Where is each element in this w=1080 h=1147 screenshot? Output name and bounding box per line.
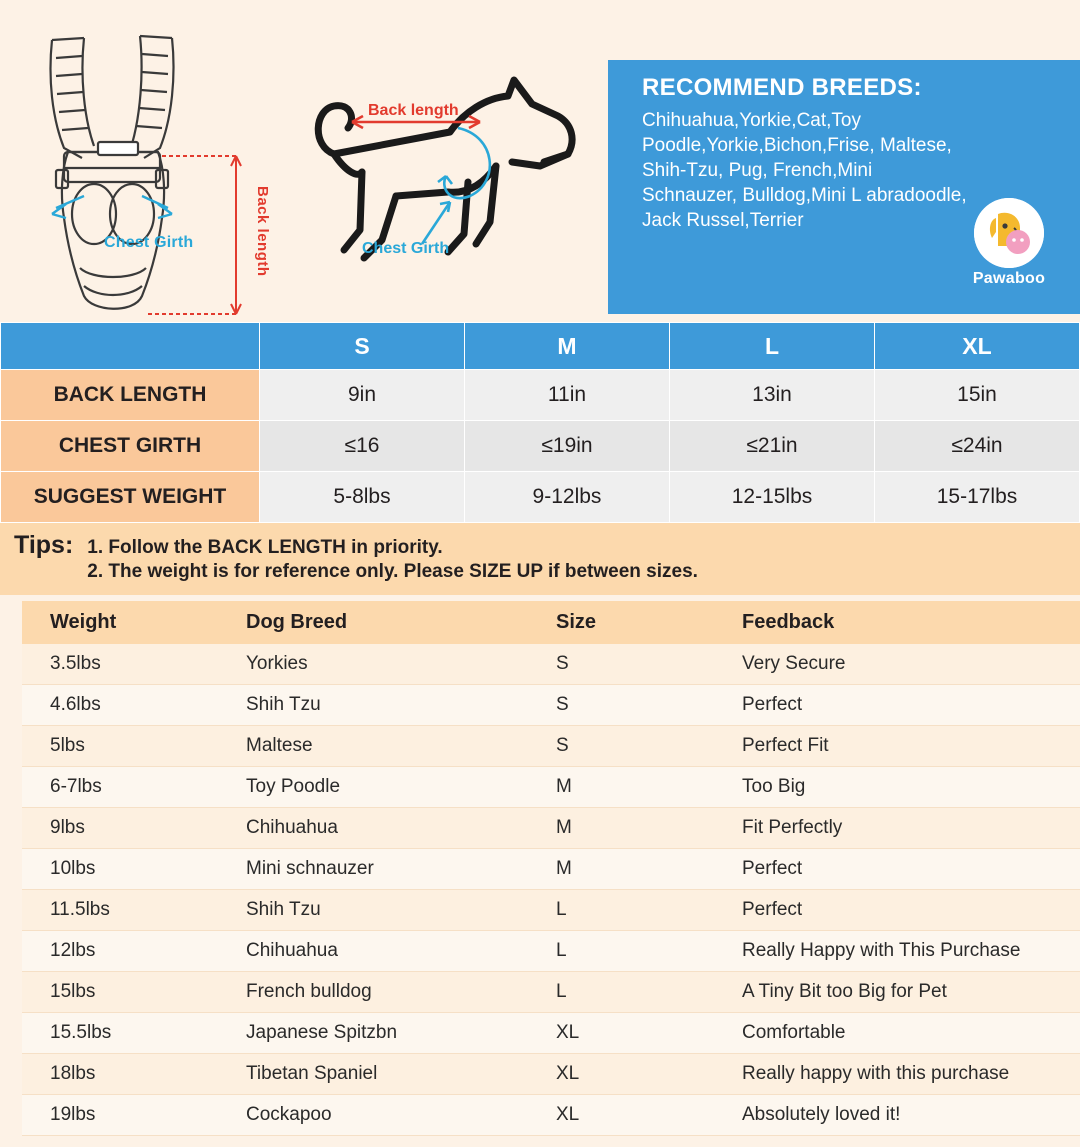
tips-row (14, 531, 1080, 585)
size-table-body (1, 370, 1080, 523)
feedback-breed: French bulldog (218, 971, 528, 1012)
size-row-label-back-length: BACK LENGTH (1, 370, 260, 421)
feedback-comment: Comfortable (714, 1012, 1080, 1053)
feedback-comment: Perfect (714, 889, 1080, 930)
pawaboo-mark-icon (974, 198, 1044, 268)
feedback-weight: 4.6lbs (22, 684, 218, 725)
tips-line-2: 2. The weight is for reference only. Please SIZE UP if between sizes. (87, 561, 698, 583)
feedback-comment: A Tiny Bit too Big for Pet (714, 971, 1080, 1012)
feedback-weight: 6-7lbs (22, 766, 218, 807)
feedback-weight: 10lbs (22, 848, 218, 889)
feedback-weight: 15.5lbs (22, 1012, 218, 1053)
feedback-header-row (22, 601, 1080, 644)
size-cell-suggest-weight-m: 9-12lbs (465, 472, 670, 523)
feedback-size: S (528, 684, 714, 725)
size-cell-chest-girth-s: ≤16 (260, 421, 465, 472)
feedback-weight: 9lbs (22, 807, 218, 848)
dog-chest-girth-label: Chest Girth (362, 240, 450, 257)
table-row (22, 725, 1080, 766)
feedback-comment: Perfect Fit (714, 725, 1080, 766)
size-table-header-m: M (465, 323, 670, 370)
feedback-size: M (528, 766, 714, 807)
feedback-header-feedback: Feedback (714, 601, 1080, 644)
size-table-header-xl: XL (875, 323, 1080, 370)
dog-illustration (300, 62, 590, 292)
feedback-breed: Yorkies (218, 644, 528, 685)
feedback-weight: 3.5lbs (22, 644, 218, 685)
feedback-comment: Really happy with this purchase (714, 1053, 1080, 1094)
feedback-header-weight: Weight (22, 601, 218, 644)
carrier-chest-girth-label: Chest Girth (104, 234, 194, 251)
tips-content (87, 531, 698, 585)
top-illustration-section (0, 0, 1080, 322)
table-row (22, 848, 1080, 889)
size-cell-chest-girth-m: ≤19in (465, 421, 670, 472)
feedback-size: S (528, 725, 714, 766)
size-cell-chest-girth-l: ≤21in (670, 421, 875, 472)
size-table-header-blank (1, 323, 260, 370)
feedback-weight: 12lbs (22, 930, 218, 971)
size-cell-suggest-weight-s: 5-8lbs (260, 472, 465, 523)
feedback-breed: Tibetan Spaniel (218, 1053, 528, 1094)
feedback-size: XL (528, 1012, 714, 1053)
size-row-label-suggest-weight: SUGGEST WEIGHT (1, 472, 260, 523)
table-row (22, 684, 1080, 725)
feedback-comment: Perfect (714, 848, 1080, 889)
table-row (1, 370, 1080, 421)
table-row (1, 472, 1080, 523)
feedback-breed: Shih Tzu (218, 889, 528, 930)
feedback-breed: Maltese (218, 725, 528, 766)
feedback-breed: Mini schnauzer (218, 848, 528, 889)
carrier-illustration (22, 18, 292, 318)
size-cell-back-length-l: 13in (670, 370, 875, 421)
size-table-header-row (1, 323, 1080, 370)
pawaboo-logo (960, 198, 1058, 288)
feedback-size: L (528, 889, 714, 930)
dog-back-length-label: Back length (368, 102, 459, 119)
feedback-weight: 19lbs (22, 1094, 218, 1135)
feedback-table-body (22, 644, 1080, 1136)
recommend-breeds-list: Chihuahua,Yorkie,Cat,Toy Poodle,Yorkie,Bichon,Frise, Maltese, Shih-Tzu, Pug, French,Mini Schnauzer, Bulldog,Mini L abradoodle, Jack Russel,Terrier (642, 110, 967, 232)
size-measurement-table (0, 322, 1080, 523)
feedback-comment: Very Secure (714, 644, 1080, 685)
feedback-size: M (528, 807, 714, 848)
size-table-head (1, 323, 1080, 370)
table-row (22, 766, 1080, 807)
feedback-size: L (528, 971, 714, 1012)
pawaboo-badge-icon (974, 198, 1044, 268)
feedback-comment: Really Happy with This Purchase (714, 930, 1080, 971)
feedback-comment: Absolutely loved it! (714, 1094, 1080, 1135)
size-cell-suggest-weight-xl: 15-17lbs (875, 472, 1080, 523)
feedback-breed: Shih Tzu (218, 684, 528, 725)
carrier-drawing-svg (22, 18, 292, 318)
size-cell-back-length-s: 9in (260, 370, 465, 421)
feedback-size: M (528, 848, 714, 889)
feedback-breed: Chihuahua (218, 807, 528, 848)
feedback-weight: 18lbs (22, 1053, 218, 1094)
tips-label: Tips: (14, 531, 74, 559)
size-row-label-chest-girth: CHEST GIRTH (1, 421, 260, 472)
feedback-size: S (528, 644, 714, 685)
table-row (22, 1094, 1080, 1135)
carrier-back-length-label: Back length (254, 186, 271, 277)
table-row (22, 930, 1080, 971)
table-row (22, 1012, 1080, 1053)
feedback-breed: Chihuahua (218, 930, 528, 971)
table-row (1, 421, 1080, 472)
table-row (22, 807, 1080, 848)
feedback-breed: Cockapoo (218, 1094, 528, 1135)
recommend-breeds-box (608, 60, 1080, 314)
feedback-weight: 15lbs (22, 971, 218, 1012)
table-row (22, 889, 1080, 930)
size-cell-suggest-weight-l: 12-15lbs (670, 472, 875, 523)
size-cell-back-length-xl: 15in (875, 370, 1080, 421)
size-cell-back-length-m: 11in (465, 370, 670, 421)
tips-line-1: 1. Follow the BACK LENGTH in priority. (87, 537, 443, 558)
table-row (22, 971, 1080, 1012)
feedback-weight: 5lbs (22, 725, 218, 766)
feedback-table-head (22, 601, 1080, 644)
table-row (22, 644, 1080, 685)
pawaboo-brand-name: Pawaboo (972, 270, 1046, 287)
feedback-comment: Too Big (714, 766, 1080, 807)
size-cell-chest-girth-xl: ≤24in (875, 421, 1080, 472)
tips-panel (0, 523, 1080, 595)
table-row (22, 1053, 1080, 1094)
feedback-comment: Fit Perfectly (714, 807, 1080, 848)
feedback-breed: Toy Poodle (218, 766, 528, 807)
feedback-header-size: Size (528, 601, 714, 644)
feedback-header-breed: Dog Breed (218, 601, 528, 644)
feedback-size: L (528, 930, 714, 971)
feedback-weight: 11.5lbs (22, 889, 218, 930)
feedback-breed: Japanese Spitzbn (218, 1012, 528, 1053)
customer-feedback-table (22, 601, 1080, 1136)
feedback-comment: Perfect (714, 684, 1080, 725)
feedback-size: XL (528, 1094, 714, 1135)
feedback-size: XL (528, 1053, 714, 1094)
recommend-breeds-title: RECOMMEND BREEDS: (642, 74, 922, 101)
size-table-header-s: S (260, 323, 465, 370)
customer-feedback-section (0, 595, 1080, 1136)
size-table-header-l: L (670, 323, 875, 370)
